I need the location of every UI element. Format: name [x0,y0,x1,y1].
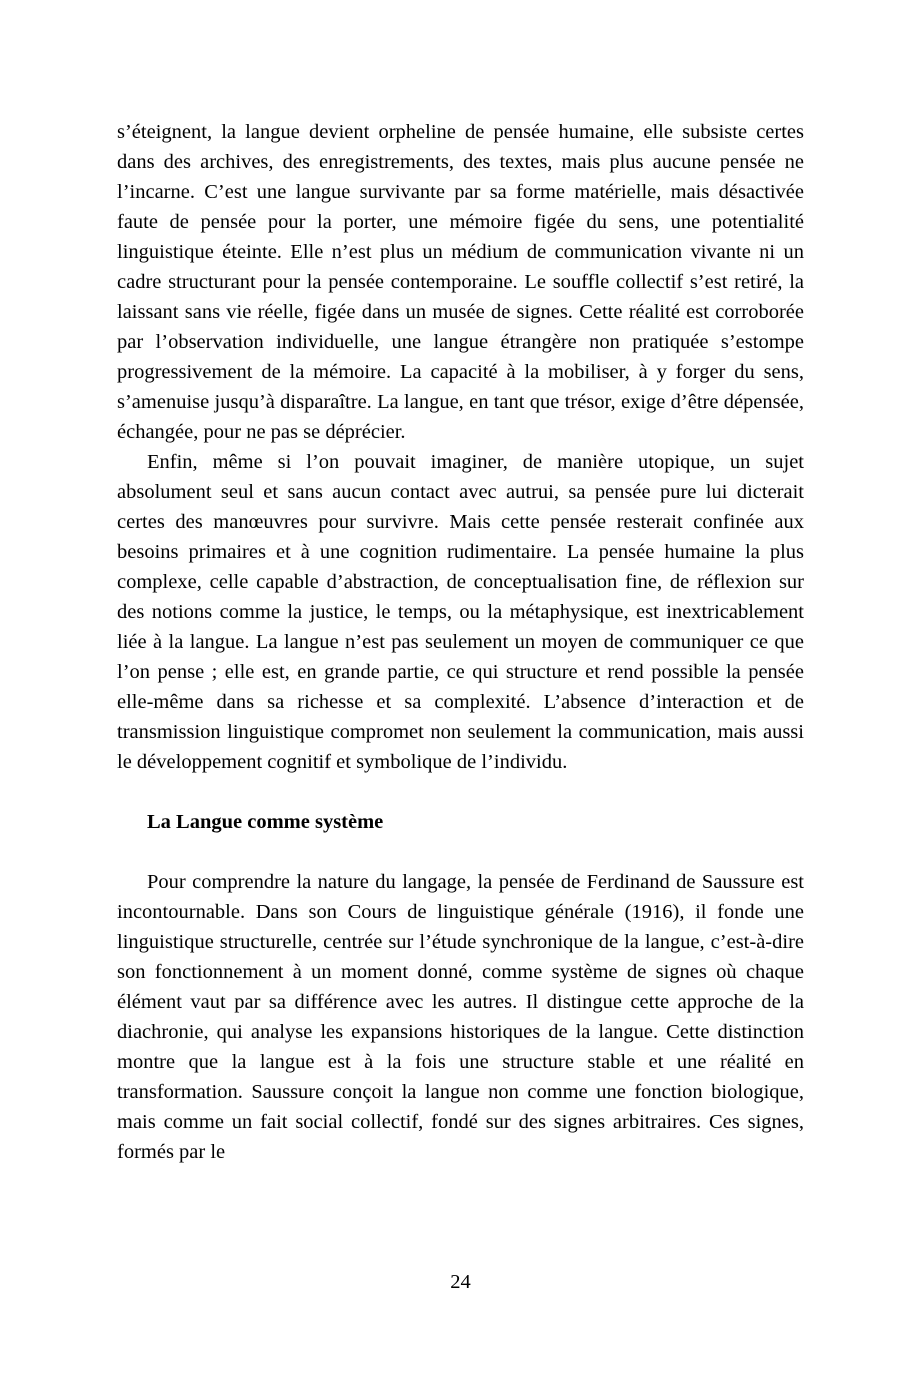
section-heading: La Langue comme système [147,811,384,833]
body-text [117,117,804,1167]
paragraph-continuation: s’éteignent, la langue devient orpheline de pensée humaine, elle subsiste certes dans des archives, des enregistrements, des textes, mais plus aucune pensée ne l’incarne. C’est une langue survivante par sa forme matérielle, mais désactivée faute de pensée pour la porter, une mémoire figée du sens, une potentialité linguistique éteinte. Elle n’est plus un médium de communication vivante ni un cadre structurant pour la pensée contemporaine. Le souffle collectif s’est retiré, la laissant sans vie réelle, figée dans un musée de signes. Cette réalité est corroborée par l’observation individuelle, une langue étrangère non pratiquée s’estompe progressivement de la mémoire. La capacité à la mobiliser, à y forger du sens, s’amenuise jusqu’à disparaître. La langue, en tant que trésor, exige d’être dépensée, échangée, pour ne pas se déprécier. [117,121,804,443]
paragraph-enfin: Enfin, même si l’on pouvait imaginer, de manière utopique, un sujet absolument seul et sans aucun contact avec autrui, sa pensée pure lui dicterait certes des manœuvres pour survivre. Mais cette pensée resterait confinée aux besoins primaires et à une cognition rudimentaire. La pensée humaine la plus complexe, celle capable d’abstraction, de conceptualisation fine, de réflexion sur des notions comme la justice, le temps, ou la métaphysique, est inextricablement liée à la langue. La langue n’est pas seulement un moyen de communiquer ce que l’on pense ; elle est, en grande partie, ce qui structure et rend possible la pensée elle-même dans sa richesse et sa complexité. L’absence d’interaction et de transmission linguistique compromet non seulement la communication, mais aussi le développement cognitif et symbolique de l’individu. [117,451,804,773]
paragraph-saussure: Pour comprendre la nature du langage, la pensée de Ferdinand de Saussure est incontournable. Dans son Cours de linguistique générale (1916), il fonde une linguistique structurelle, centrée sur l’étude synchronique de la langue, c’est-à-dire son fonctionnement à un moment donné, comme système de signes où chaque élément vaut par sa différence avec les autres. Il distingue cette approche de la diachronie, qui analyse les expansions historiques de la langue. Cette distinction montre que la langue est à la fois une structure stable et une réalité en transformation. Saussure conçoit la langue non comme une fonction biologique, mais comme un fait social collectif, fondé sur des signes arbitraires. Ces signes, formés par le [117,871,804,1163]
page-number: 24 [450,1271,471,1293]
